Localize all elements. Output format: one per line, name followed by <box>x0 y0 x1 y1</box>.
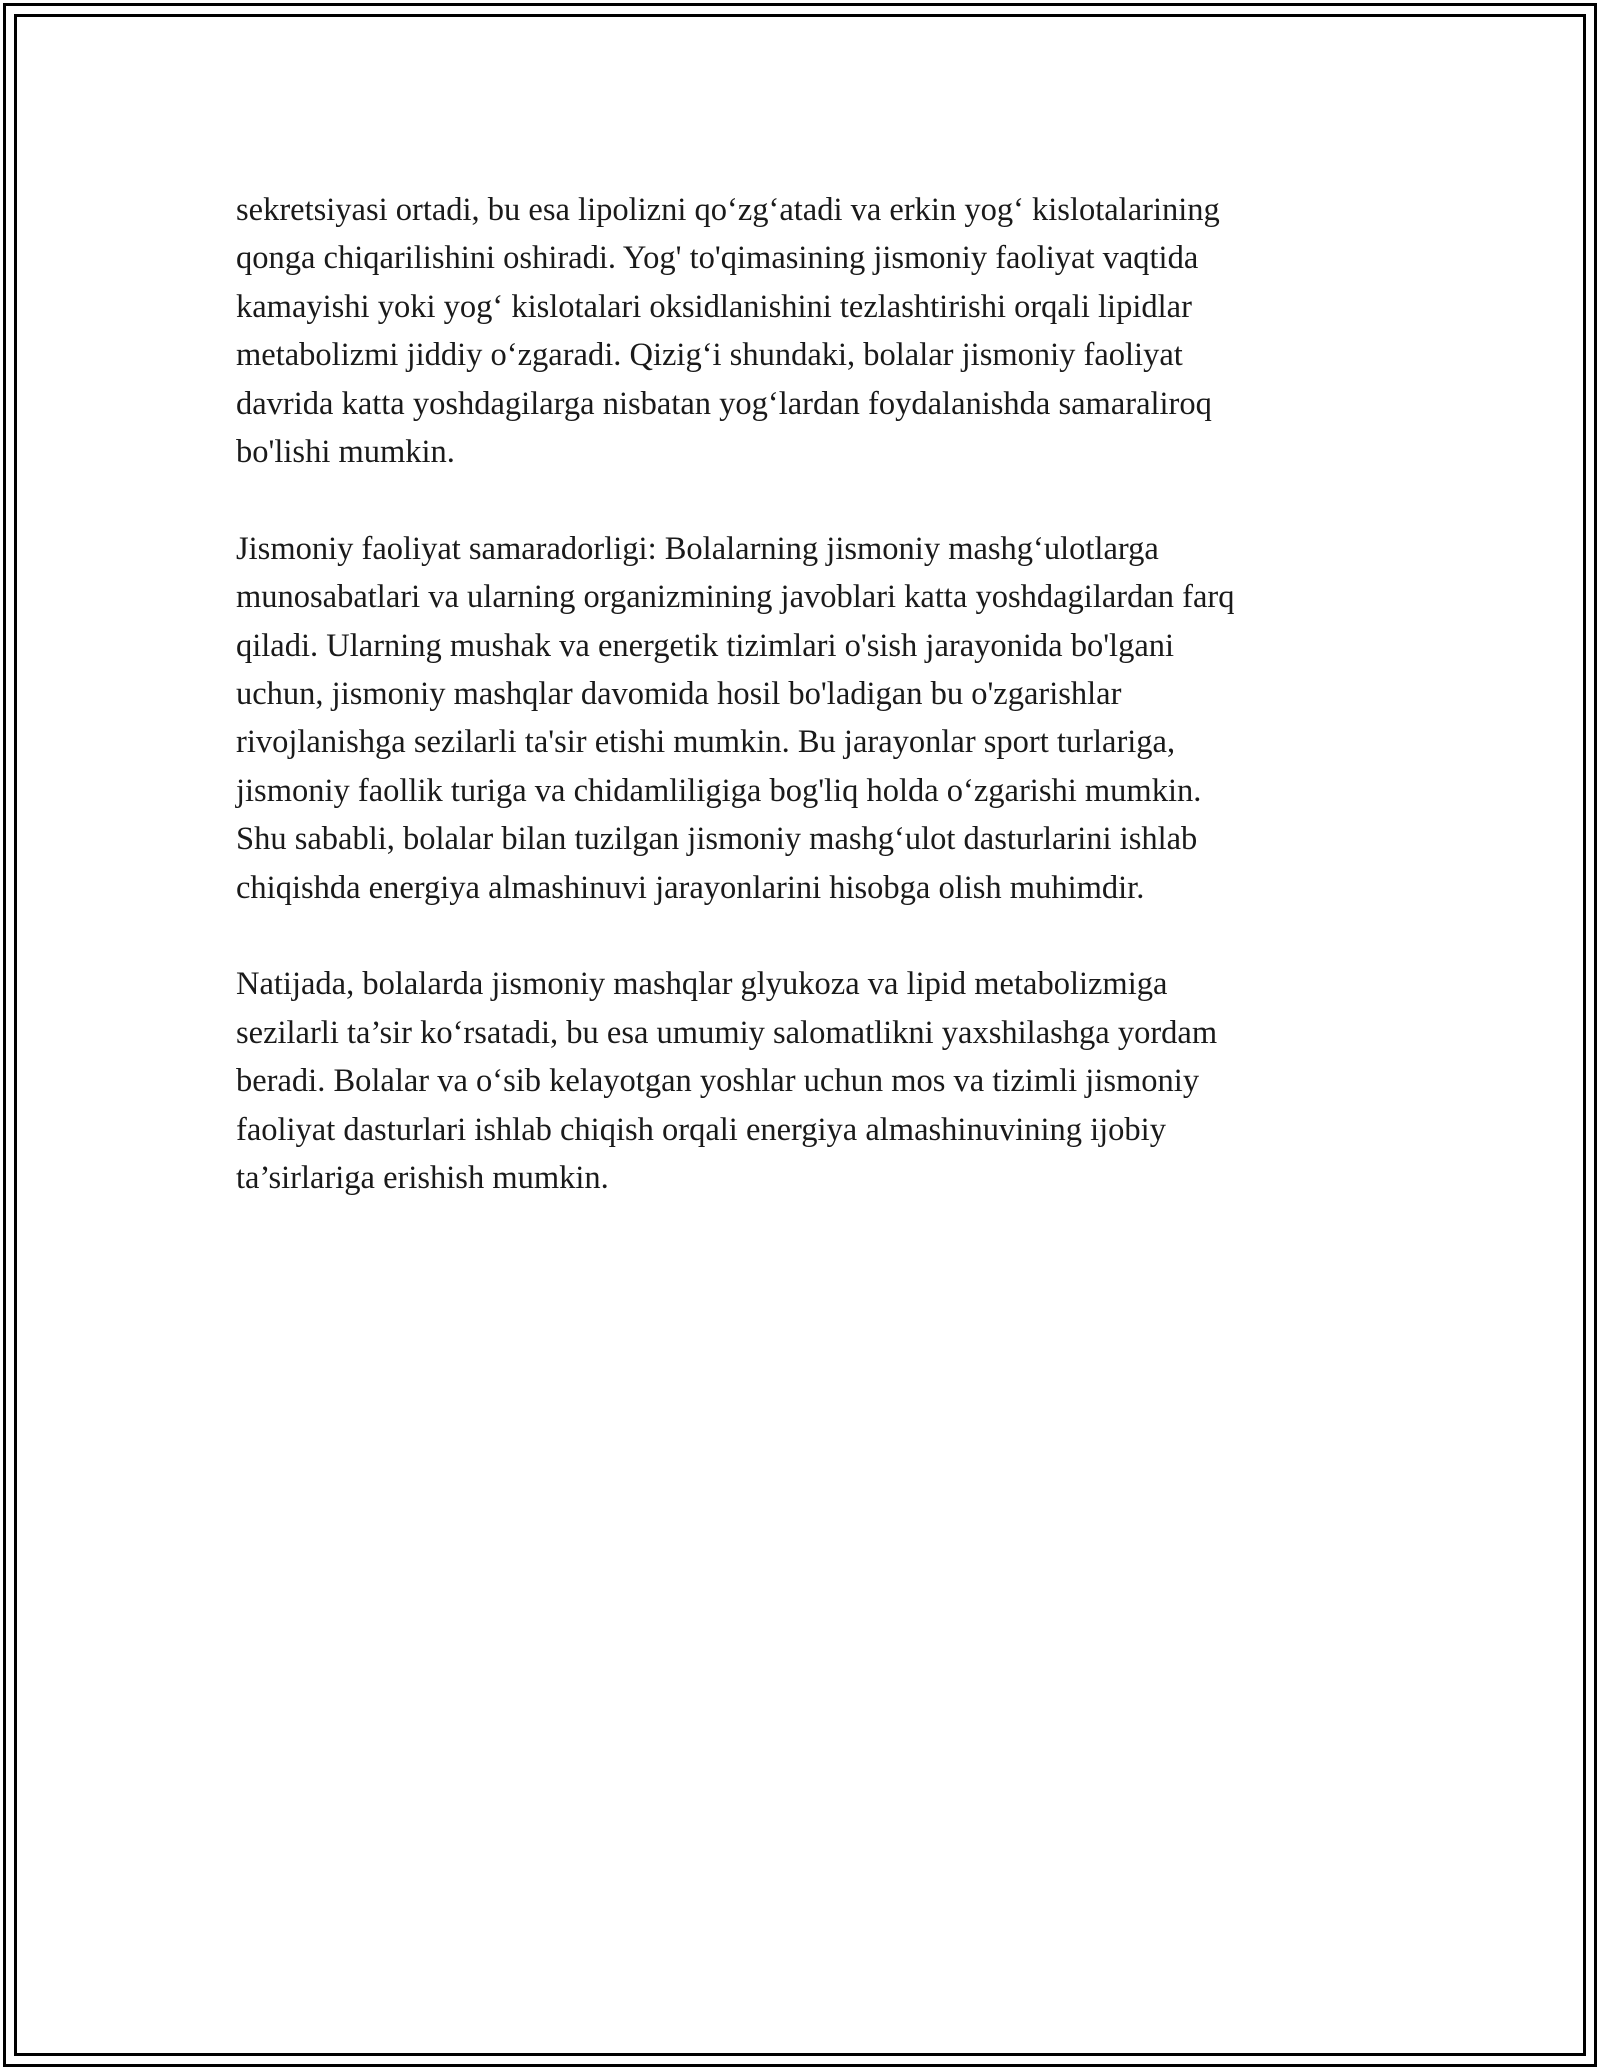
text-line: sezilarli ta’sir ko‘rsatadi, bu esa umumiy salomatlikni yaxshilashga yordam <box>236 1014 1218 1051</box>
text-line: Natijada, bolalarda jismoniy mashqlar glyukoza va lipid metabolizmiga <box>236 966 1168 1003</box>
paragraph-conclusion <box>236 960 1386 1202</box>
text-line: davrida katta yoshdagilarga nisbatan yog‘lardan foydalanishda samaraliroq <box>236 385 1212 422</box>
text-line: metabolizmi jiddiy o‘zgaradi. Qizig‘i shundaki, bolalar jismoniy faoliyat <box>236 337 1183 374</box>
text-line: bo'lishi mumkin. <box>236 434 455 471</box>
text-line: qonga chiqarilishini oshiradi. Yog' to'qimasining jismoniy faoliyat vaqtida <box>236 240 1199 277</box>
text-line: beradi. Bolalar va o‘sib kelayotgan yoshlar uchun mos va tizimli jismoniy <box>236 1063 1200 1100</box>
text-line: munosabatlari va ularning organizmining javoblari katta yoshdagilardan farq <box>236 579 1235 616</box>
text-line: kamayishi yoki yog‘ kislotalari oksidlanishini tezlashtirishi orqali lipidlar <box>236 288 1192 325</box>
text-line: rivojlanishga sezilarli ta'sir etishi mumkin. Bu jarayonlar sport turlariga, <box>236 724 1176 761</box>
paragraph-lipid-metabolism <box>236 186 1386 476</box>
text-line: Jismoniy faoliyat samaradorligi: Bolalarning jismoniy mashg‘ulotlarga <box>236 530 1159 567</box>
text-line: ta’sirlariga erishish mumkin. <box>236 1160 609 1197</box>
paragraph-physical-activity-efficiency <box>236 525 1386 912</box>
text-line: Shu sababli, bolalar bilan tuzilgan jismoniy mashg‘ulot dasturlarini ishlab <box>236 821 1198 858</box>
text-line: sekretsiyasi ortadi, bu esa lipolizni qo‘zg‘atadi va erkin yog‘ kislotalarining <box>236 192 1220 228</box>
text-line: qiladi. Ularning mushak va energetik tizimlari o'sish jarayonida bo'lgani <box>236 627 1175 664</box>
document-body <box>236 186 1386 1251</box>
text-line: chiqishda energiya almashinuvi jarayonlarini hisobga olish muhimdir. <box>236 869 1145 906</box>
text-line: uchun, jismoniy mashqlar davomida hosil bo'ladigan bu o'zgarishlar <box>236 676 1122 713</box>
text-line: jismoniy faollik turiga va chidamliligiga bog'liq holda o‘zgarishi mumkin. <box>236 772 1202 809</box>
text-line: faoliyat dasturlari ishlab chiqish orqali energiya almashinuvining ijobiy <box>236 1111 1166 1148</box>
